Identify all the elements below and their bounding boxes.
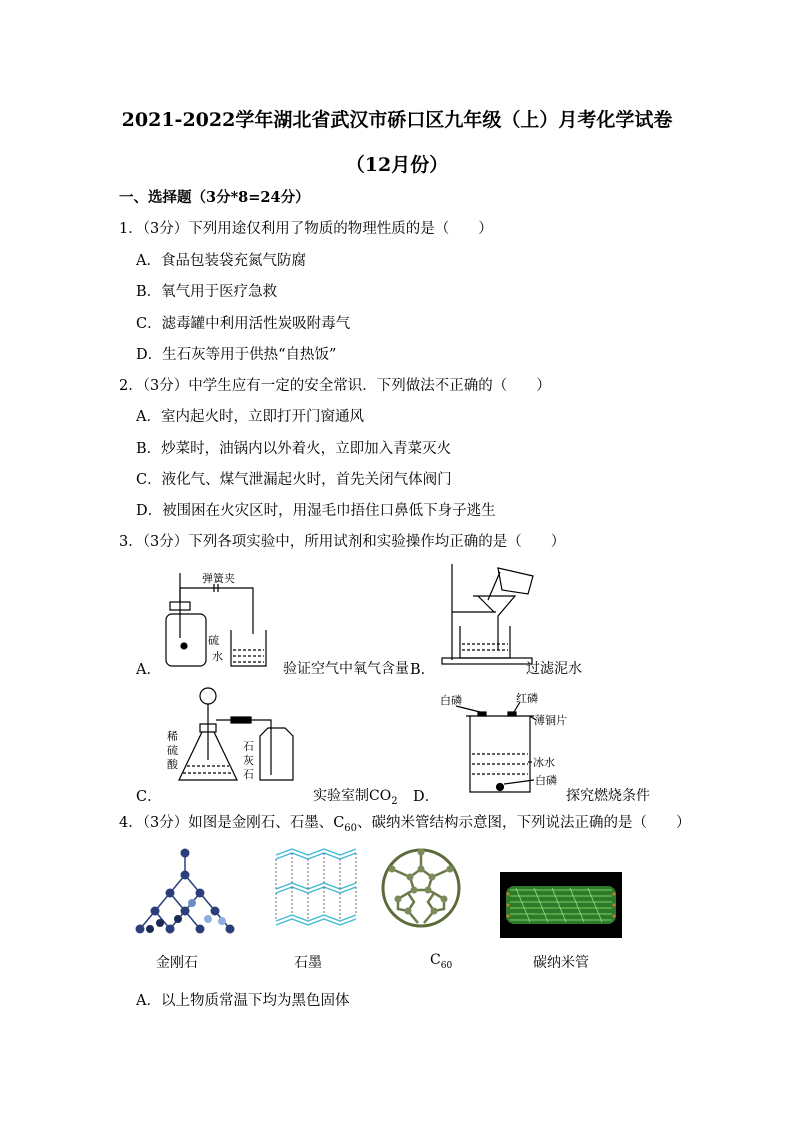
c60-caption — [430, 952, 452, 971]
graphite-structure-image — [268, 845, 363, 933]
oxygen-content-apparatus-figure — [158, 568, 268, 672]
question-1-stem: 1．（3分）下列用途仅利用了物质的物理性质的是（ ） — [119, 221, 493, 237]
acid-label-2: 硫 — [167, 744, 178, 757]
q3-option-d-caption: 探究燃烧条件 — [566, 788, 650, 804]
stem-part-2: 、碳纳米管结构示意图，下列说法正确的是（ ） — [357, 815, 691, 831]
q4-option-a: A．以上物质常温下均为黑色固体 — [136, 993, 350, 1009]
q3-option-a-letter: A． — [136, 662, 161, 678]
acid-label-1: 稀 — [167, 730, 178, 743]
sulfur-label: 硫 — [208, 634, 219, 647]
diamond-structure-image — [130, 845, 240, 940]
c60-structure-image — [380, 847, 462, 929]
combustion-conditions-figure — [436, 692, 571, 798]
q2-option-a: A．室内起火时，立即打开门窗通风 — [136, 409, 364, 425]
q3-option-c-caption — [313, 785, 398, 807]
filtration-apparatus-figure — [438, 560, 538, 670]
q2-option-b: B．炒菜时，油锅内以外着火，立即加入青菜灭火 — [136, 441, 452, 457]
q1-option-c: C．滤毒罐中利用活性炭吸附毒气 — [136, 316, 351, 332]
ice-water-label: 冰水 — [533, 756, 555, 769]
co2-generation-apparatus-figure — [165, 680, 300, 792]
white-phosphorus-label-2: 白磷 — [535, 774, 557, 787]
stem-part-1: 4．（3分）如图是金刚石、石墨、C — [119, 815, 345, 831]
q3-option-a-caption: 验证空气中氧气含量 — [283, 661, 409, 677]
paper-subtitle: （12月份） — [345, 154, 449, 176]
q3-option-b-letter: B． — [410, 662, 436, 678]
c60-caption-main: C — [430, 952, 441, 968]
water-label: 水 — [212, 650, 223, 663]
copper-sheet-label: 薄铜片 — [534, 714, 567, 727]
q1-option-b: B．氧气用于医疗急救 — [136, 284, 278, 300]
stone-label-2: 灰 — [243, 754, 254, 767]
caption-text: 实验室制 — [313, 788, 369, 804]
q2-option-c: C．液化气、煤气泄漏起火时，首先关闭气体阀门 — [136, 472, 452, 488]
red-phosphorus-label: 红磷 — [516, 692, 538, 705]
acid-label-3: 酸 — [167, 758, 178, 771]
stone-label-1: 石 — [243, 740, 254, 753]
paper-title: 2021-2022学年湖北省武汉市硚口区九年级（上）月考化学试卷 — [121, 109, 673, 131]
stem-subscript: 60 — [344, 822, 358, 834]
stone-label-3: 石 — [243, 768, 254, 781]
q3-option-b-caption: 过滤泥水 — [526, 661, 582, 677]
formula: CO — [369, 788, 392, 804]
section-heading: 一、选择题（3分*8=24分） — [119, 189, 310, 206]
carbon-nanotube-image — [500, 872, 622, 938]
q1-option-a: A．食品包装袋充氮气防腐 — [136, 253, 306, 269]
clip-label: 弹簧夹 — [202, 572, 235, 585]
question-4-stem — [119, 811, 691, 834]
q2-option-d: D．被围困在火灾区时，用湿毛巾捂住口鼻低下身子逃生 — [136, 503, 496, 519]
q3-option-d-letter: D． — [413, 789, 440, 805]
q1-option-d: D．生石灰等用于供热“自热饭” — [136, 347, 337, 363]
white-phosphorus-label: 白磷 — [440, 694, 462, 707]
question-3-stem: 3．（3分）下列各项实验中，所用试剂和实验操作均正确的是（ ） — [119, 534, 566, 550]
q3-option-c-letter: C． — [136, 789, 162, 805]
diamond-caption: 金刚石 — [156, 955, 198, 971]
nanotube-caption: 碳纳米管 — [533, 955, 589, 971]
graphite-caption: 石墨 — [294, 955, 322, 971]
formula-subscript: 2 — [391, 795, 398, 807]
question-2-stem: 2．（3分）中学生应有一定的安全常识．下列做法不正确的（ ） — [119, 378, 551, 394]
c60-caption-subscript: 60 — [440, 960, 453, 971]
